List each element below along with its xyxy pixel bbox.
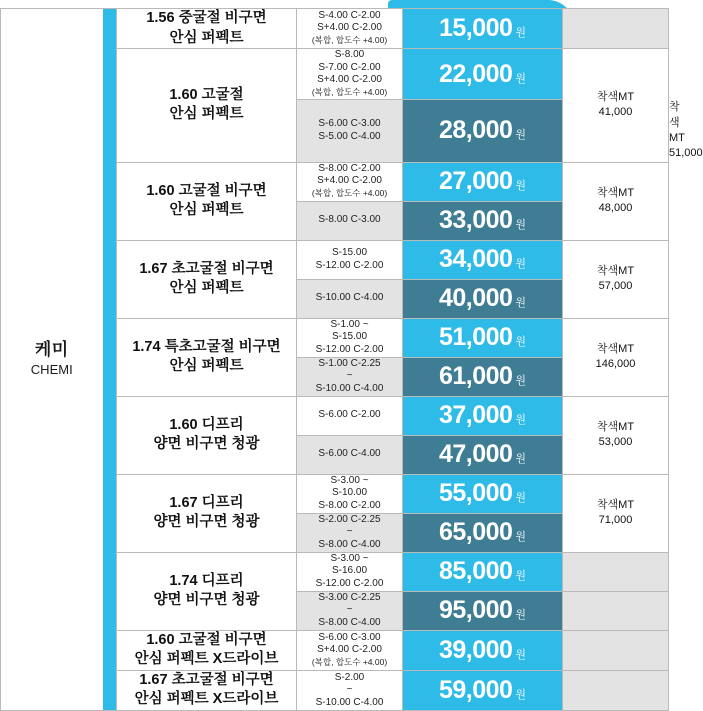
tint-surcharge-label: 착색MT <box>596 420 635 433</box>
price-cell <box>403 49 563 100</box>
prescription-range-cell: S-6.00 C-3.00 S-5.00 C-4.00 <box>297 100 403 163</box>
price-value: 47,000 <box>438 440 513 469</box>
tint-surcharge-label: 착색MT <box>596 186 635 199</box>
tint-surcharge-value: 41,000 <box>598 106 633 119</box>
tint-surcharge-cell <box>563 240 669 318</box>
price-currency-unit: 원 <box>515 492 527 505</box>
tint-surcharge-cell <box>563 9 669 49</box>
prescription-range-cell: S-3.00 ~ S-16.00 S-12.00 C-2.00 <box>297 552 403 591</box>
price-currency-unit: 원 <box>515 336 527 349</box>
price-currency-unit: 원 <box>515 688 527 701</box>
product-name-cell: 1.67 초고굴절 비구면 안심 퍼펙트 X드라이브 <box>117 670 297 710</box>
product-name-cell: 1.67 초고굴절 비구면 안심 퍼펙트 <box>117 240 297 318</box>
price-cell <box>403 435 563 474</box>
price-value: 27,000 <box>438 167 513 196</box>
product-name-cell: 1.60 고굴절 안심 퍼펙트 <box>117 49 297 163</box>
price-cell <box>403 396 563 435</box>
price-value: 15,000 <box>438 14 513 43</box>
product-name-cell: 1.60 디프리 양면 비구면 청광 <box>117 396 297 474</box>
product-name-cell: 1.74 특초고굴절 비구면 안심 퍼펙트 <box>117 318 297 396</box>
price-cell <box>403 162 563 201</box>
prescription-range-cell: S-6.00 C-4.00 <box>297 435 403 474</box>
price-cell <box>403 513 563 552</box>
price-currency-unit: 원 <box>515 414 527 427</box>
price-value: 59,000 <box>438 675 513 704</box>
price-currency-unit: 원 <box>515 72 527 85</box>
tint-surcharge-cell <box>563 49 669 163</box>
tint-surcharge-cell <box>563 318 669 396</box>
tint-surcharge-cell <box>563 591 669 630</box>
price-cell <box>403 630 563 670</box>
prescription-range-cell: S-8.00 C-3.00 <box>297 201 403 240</box>
prescription-range-cell: S-1.00 C-2.25 ~ S-10.00 C-4.00 <box>297 357 403 396</box>
prescription-range-cell: S-2.00 ~ S-10.00 C-4.00 <box>297 670 403 710</box>
tint-surcharge-label: 착색MT <box>596 91 635 104</box>
price-value: 65,000 <box>438 518 513 547</box>
price-value: 51,000 <box>438 323 513 352</box>
price-value: 34,000 <box>438 245 513 274</box>
price-value: 22,000 <box>438 59 513 88</box>
brand-name-ko: 케미 <box>34 340 69 360</box>
price-value: 95,000 <box>438 596 513 625</box>
prescription-range-cell: S-3.00 ~ S-10.00 S-8.00 C-2.00 <box>297 474 403 513</box>
tint-surcharge-cell <box>563 630 669 670</box>
price-currency-unit: 원 <box>515 129 527 142</box>
product-name-cell: 1.60 고굴절 비구면 안심 퍼펙트 X드라이브 <box>117 630 297 670</box>
tint-surcharge-value: 57,000 <box>598 280 633 293</box>
prescription-range-cell: S-6.00 C-3.00 S+4.00 C-2.00 (복합, 합도수 +4.00) <box>297 630 403 670</box>
price-cell <box>403 474 563 513</box>
table-row <box>1 9 669 49</box>
price-cell <box>403 201 563 240</box>
price-value: 85,000 <box>438 557 513 586</box>
tint-surcharge-value: 146,000 <box>595 358 636 371</box>
lens-price-table <box>0 8 703 711</box>
prescription-range-cell: S-8.00 S-7.00 C-2.00 S+4.00 C-2.00 (복합, 합도수 +4.00) <box>297 49 403 100</box>
tint-surcharge-value: 71,000 <box>598 514 633 527</box>
price-cell <box>403 591 563 630</box>
brand-cell <box>1 9 103 711</box>
price-value: 55,000 <box>438 479 513 508</box>
price-currency-unit: 원 <box>515 27 527 40</box>
price-cell <box>403 357 563 396</box>
price-value: 61,000 <box>438 362 513 391</box>
product-name-cell: 1.60 고굴절 비구면 안심 퍼펙트 <box>117 162 297 240</box>
price-value: 40,000 <box>438 284 513 313</box>
brand-name-en: CHEMI <box>30 362 73 378</box>
price-currency-unit: 원 <box>515 453 527 466</box>
tint-surcharge-value: 53,000 <box>598 436 633 449</box>
price-currency-unit: 원 <box>515 297 527 310</box>
tint-surcharge-label: 착색MT <box>596 342 635 355</box>
tint-surcharge-cell <box>563 162 669 240</box>
product-name-cell: 1.67 디프리 양면 비구면 청광 <box>117 474 297 552</box>
price-value: 33,000 <box>438 206 513 235</box>
tint-surcharge-label: 착색MT <box>596 264 635 277</box>
prescription-range-cell: S-6.00 C-2.00 <box>297 396 403 435</box>
price-currency-unit: 원 <box>515 258 527 271</box>
prescription-range-cell: S-3.00 C-2.25 ~ S-8.00 C-4.00 <box>297 591 403 630</box>
prescription-range-cell: S-8.00 C-2.00 S+4.00 C-2.00 (복합, 합도수 +4.00) <box>297 162 403 201</box>
tint-surcharge-cell <box>563 474 669 552</box>
prescription-range-cell: S-15.00 S-12.00 C-2.00 <box>297 240 403 279</box>
price-currency-unit: 원 <box>515 648 527 661</box>
prescription-range-cell: S-4.00 C-2.00 S+4.00 C-2.00 (복합, 합도수 +4.00) <box>297 9 403 49</box>
price-currency-unit: 원 <box>515 531 527 544</box>
table-body <box>1 9 703 711</box>
price-value: 37,000 <box>438 401 513 430</box>
prescription-range-cell: S-10.00 C-4.00 <box>297 279 403 318</box>
price-cell <box>403 552 563 591</box>
price-cell <box>403 279 563 318</box>
prescription-range-cell: S-1.00 ~ S-15.00 S-12.00 C-2.00 <box>297 318 403 357</box>
price-currency-unit: 원 <box>515 180 527 193</box>
prescription-range-cell: S-2.00 C-2.25 ~ S-8.00 C-4.00 <box>297 513 403 552</box>
tint-surcharge-cell <box>563 552 669 591</box>
price-currency-unit: 원 <box>515 609 527 622</box>
tint-surcharge-cell <box>563 396 669 474</box>
tint-surcharge-label: 착색MT <box>596 498 635 511</box>
price-value: 39,000 <box>438 635 513 664</box>
price-currency-unit: 원 <box>515 570 527 583</box>
price-currency-unit: 원 <box>515 219 527 232</box>
tint-surcharge-cell <box>563 670 669 710</box>
product-name-cell: 1.56 중굴절 비구면 안심 퍼펙트 <box>117 9 297 49</box>
table-row: S-6.00 C-3.00 S-5.00 C-4.00 28,000 원 착색MT 51,000 <box>1 100 669 163</box>
price-cell <box>403 9 563 49</box>
brand-accent-bar <box>103 9 117 711</box>
tint-surcharge-value: 48,000 <box>598 202 633 215</box>
price-cell <box>403 100 563 163</box>
price-cell <box>403 318 563 357</box>
price-cell <box>403 240 563 279</box>
product-name-cell: 1.74 디프리 양면 비구면 청광 <box>117 552 297 630</box>
price-value: 28,000 <box>438 116 513 145</box>
price-currency-unit: 원 <box>515 375 527 388</box>
price-cell <box>403 670 563 710</box>
